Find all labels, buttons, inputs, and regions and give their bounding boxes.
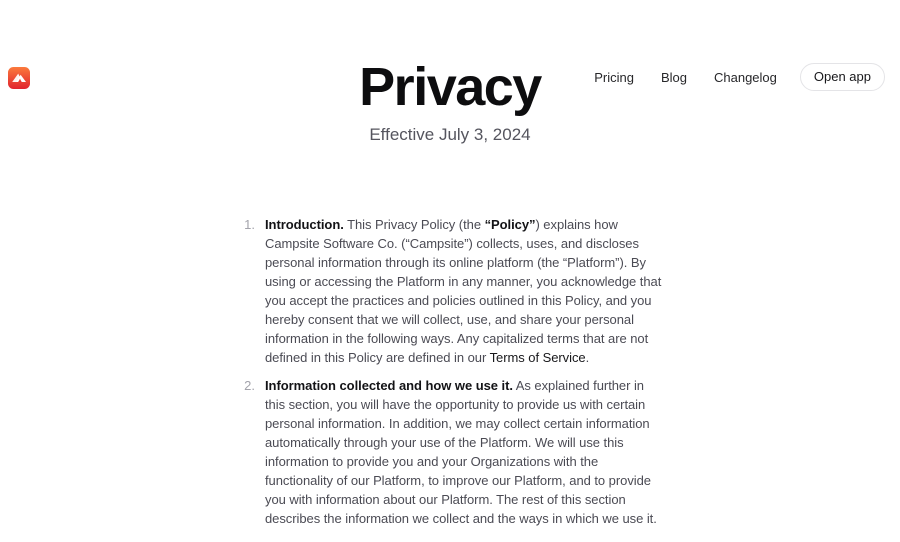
nav-link-blog[interactable]: Blog: [660, 69, 687, 85]
text-segment: ) explains how Campsite Software Co. (“Campsite”) collects, uses, and discloses personal information through its online platform (the “Platform”). By using or accessing the Platform in any manner, you acknowledge that you accept the practices and policies outlined in this Policy, and you hereby consent that we will collect, use, and share your personal information in the following ways. Any capitalized terms that are not defined in this Policy are defined in our: [265, 217, 662, 366]
top-nav: [594, 63, 885, 91]
nav-link-changelog[interactable]: Changelog: [714, 69, 777, 85]
nav-link-pricing[interactable]: Pricing: [594, 69, 634, 85]
home-logo-link[interactable]: [8, 67, 30, 89]
site-header: [0, 58, 900, 96]
policy-item: [237, 376, 663, 528]
text-segment: Introduction.: [265, 217, 344, 233]
item-text: [265, 215, 663, 367]
effective-date: Effective July 3, 2024: [369, 125, 531, 145]
item-text: [265, 376, 663, 528]
text-segment: “Policy”: [484, 217, 536, 233]
policy-list: [237, 215, 663, 528]
campsite-logo-icon: [8, 67, 30, 89]
policy-item: [237, 215, 663, 367]
text-segment: .: [585, 350, 590, 366]
item-number: 2.: [244, 378, 255, 394]
page-title: Privacy: [359, 57, 541, 117]
text-segment: This Privacy Policy (the: [343, 217, 485, 233]
text-segment: Information collected and how we use it.: [265, 378, 513, 394]
text-segment: As explained further in this section, you will have the opportunity to provide us with certain personal information. In addition, we may collect certain information automatically through your use of the Platform. We will use this information to provide you and your Organizations with the functionality of our Platform, to improve our Platform, and to provide you with information about our Platform. The rest of this section describes the information we collect and the ways in which we use it.: [265, 378, 657, 527]
item-number: 1.: [244, 217, 255, 233]
open-app-button[interactable]: Open app: [800, 63, 885, 91]
terms-of-service-link[interactable]: Terms of Service: [489, 350, 586, 366]
privacy-page: [0, 58, 900, 542]
